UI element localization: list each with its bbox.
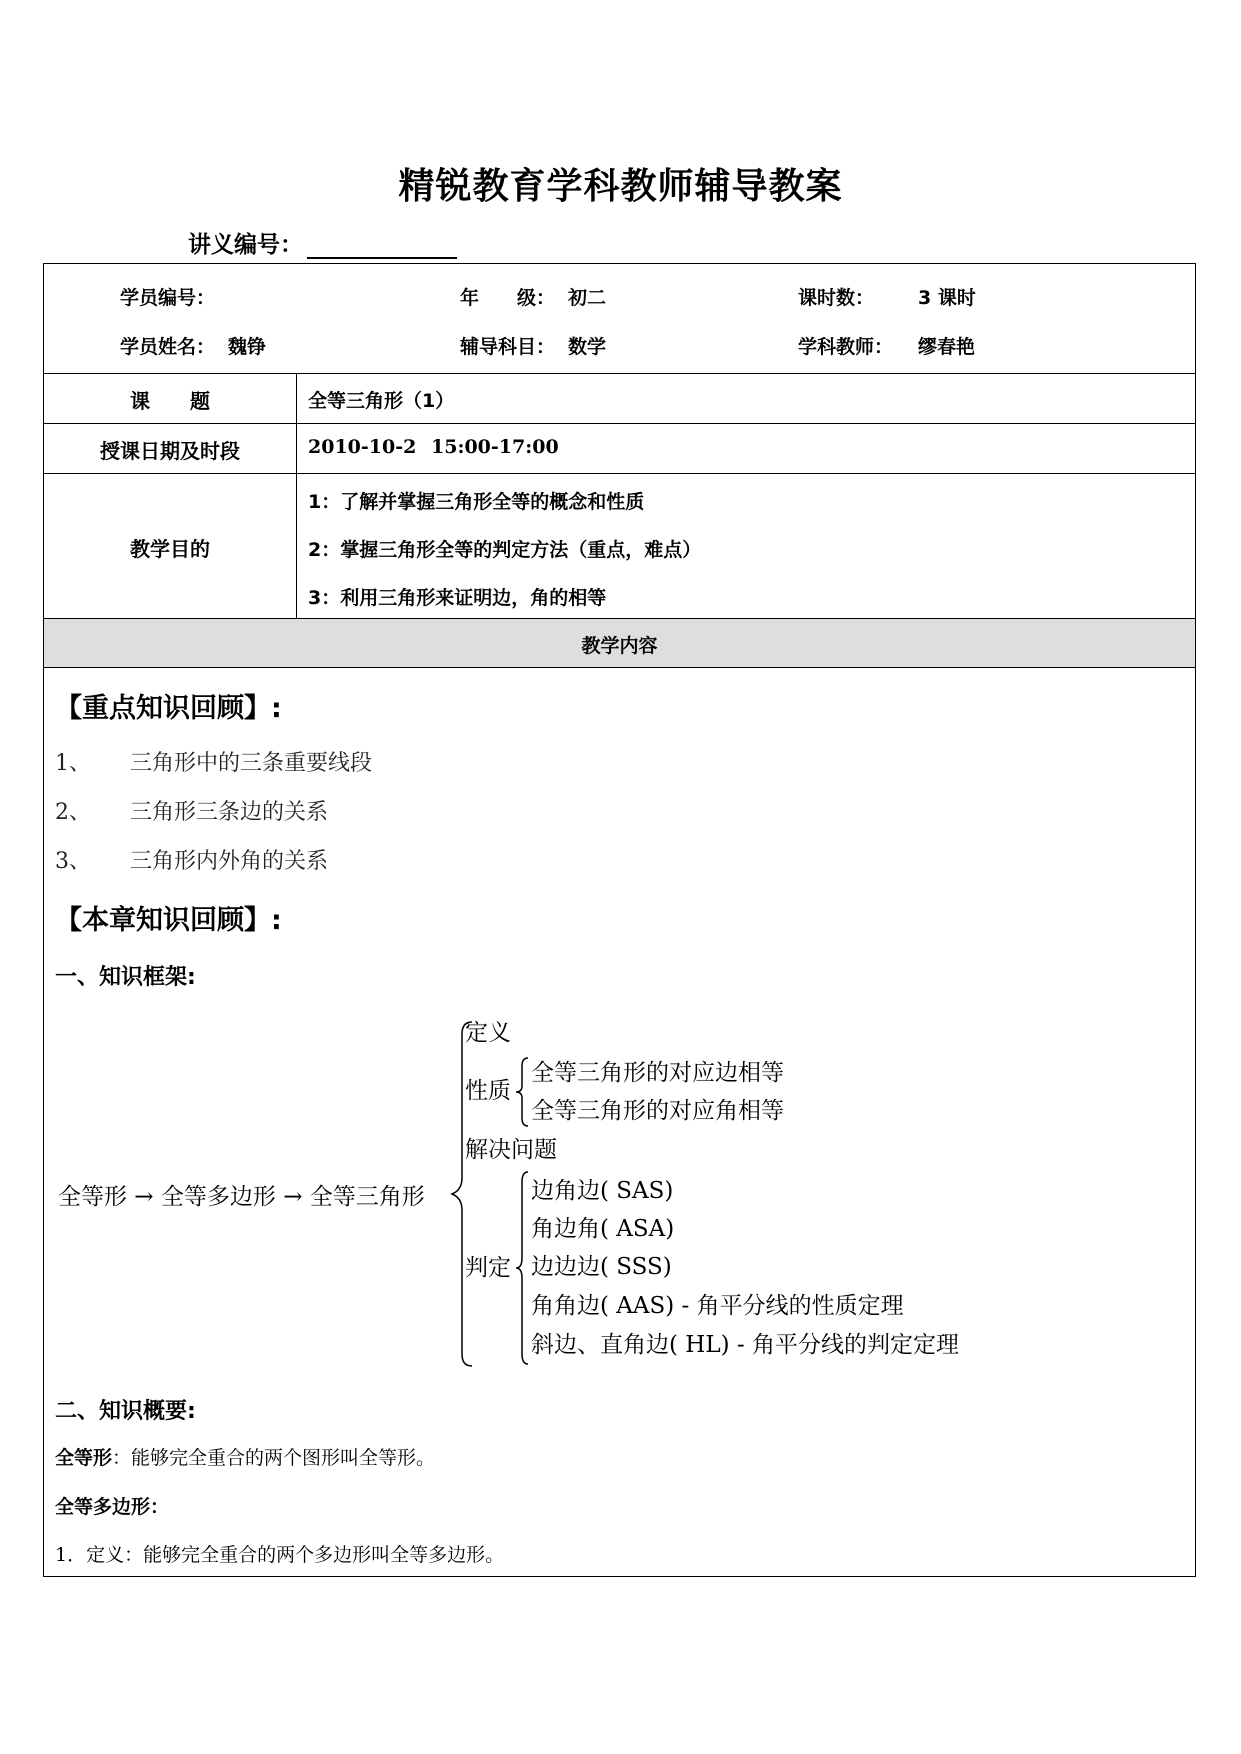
framework-property: 性质 (465, 1078, 511, 1104)
congruent-polygon-term: 全等多边形： (55, 1496, 170, 1518)
student-number-label: 学员编号： (120, 287, 216, 309)
criteria-item: 边边边( SSS) (531, 1254, 672, 1280)
page-title: 精锐教育学科教师辅导教案 (398, 166, 843, 207)
goal-item: 1：了解并掌握三角形全等的概念和性质 (308, 491, 645, 513)
review-item-text: 三角形三条边的关系 (130, 800, 329, 825)
framework-definition: 定义 (465, 1020, 511, 1046)
review-item-text: 三角形中的三条重要线段 (130, 751, 373, 776)
congruent-figure-text: ：能够完全重合的两个图形叫全等形。 (112, 1447, 436, 1469)
grade-value: 初二 (568, 287, 607, 309)
hours-label: 课时数： (798, 287, 875, 309)
congruent-figure-definition (55, 1443, 435, 1470)
review-item-text: 三角形内外角的关系 (130, 849, 329, 874)
goal-item: 2：掌握三角形全等的判定方法（重点，难点） (308, 539, 702, 561)
content-header: 教学内容 (581, 635, 658, 657)
goals-label: 教学目的 (130, 537, 210, 561)
property-item: 全等三角形的对应角相等 (531, 1098, 784, 1124)
congruent-figure-term: 全等形 (55, 1447, 113, 1469)
table-divider (43, 618, 1196, 619)
criteria-item: 斜边、直角边( HL) - 角平分线的判定定理 (531, 1332, 959, 1358)
topic-label: 课 题 (130, 389, 210, 413)
table-divider (43, 667, 1196, 668)
review-item-number: 1、 (55, 751, 91, 776)
subject-label: 辅导科目： (460, 336, 556, 358)
table-column-divider (296, 373, 297, 618)
topic-value: 全等三角形（1） (308, 390, 455, 412)
table-divider (43, 373, 1196, 374)
review-item-number: 3、 (55, 849, 91, 874)
framework-heading: 一、知识框架: (55, 965, 196, 990)
summary-heading: 二、知识概要: (55, 1399, 196, 1424)
framework-criteria: 判定 (465, 1255, 511, 1281)
lecture-number-label: 讲义编号： (188, 232, 303, 258)
framework-root: 全等形 → 全等多边形 → 全等三角形 (58, 1184, 425, 1210)
table-divider (43, 423, 1196, 424)
framework-solve: 解决问题 (465, 1137, 557, 1163)
table-divider (43, 473, 1196, 474)
review-item-number: 2、 (55, 800, 91, 825)
subject-value: 数学 (568, 336, 607, 358)
polygon-definition: 1．定义：能够完全重合的两个多边形叫全等多边形。 (55, 1544, 505, 1566)
grade-label: 年 级： (460, 287, 556, 309)
hours-value: 3 课时 (918, 287, 976, 309)
goal-item: 3：利用三角形来证明边，角的相等 (308, 587, 607, 609)
student-name-value: 魏铮 (228, 336, 267, 358)
property-item: 全等三角形的对应边相等 (531, 1060, 784, 1086)
date-value: 2010-10-2 (308, 436, 417, 458)
time-value: 15:00-17:00 (431, 436, 559, 458)
date-label: 授课日期及时段 (100, 439, 240, 463)
criteria-item: 角边角( ASA) (531, 1216, 675, 1242)
outer-brace (450, 1018, 490, 1370)
lecture-number-blank (307, 235, 457, 259)
teacher-value: 缪春艳 (918, 336, 976, 358)
criteria-item: 边角边( SAS) (531, 1178, 674, 1204)
chapter-heading: 【本章知识回顾】: (55, 905, 282, 936)
criteria-item: 角角边( AAS) - 角平分线的性质定理 (531, 1293, 904, 1319)
student-name-label: 学员姓名： (120, 336, 216, 358)
review-heading: 【重点知识回顾】: (55, 693, 282, 724)
lecture-number-field (188, 226, 457, 259)
teacher-label: 学科教师： (798, 336, 894, 358)
